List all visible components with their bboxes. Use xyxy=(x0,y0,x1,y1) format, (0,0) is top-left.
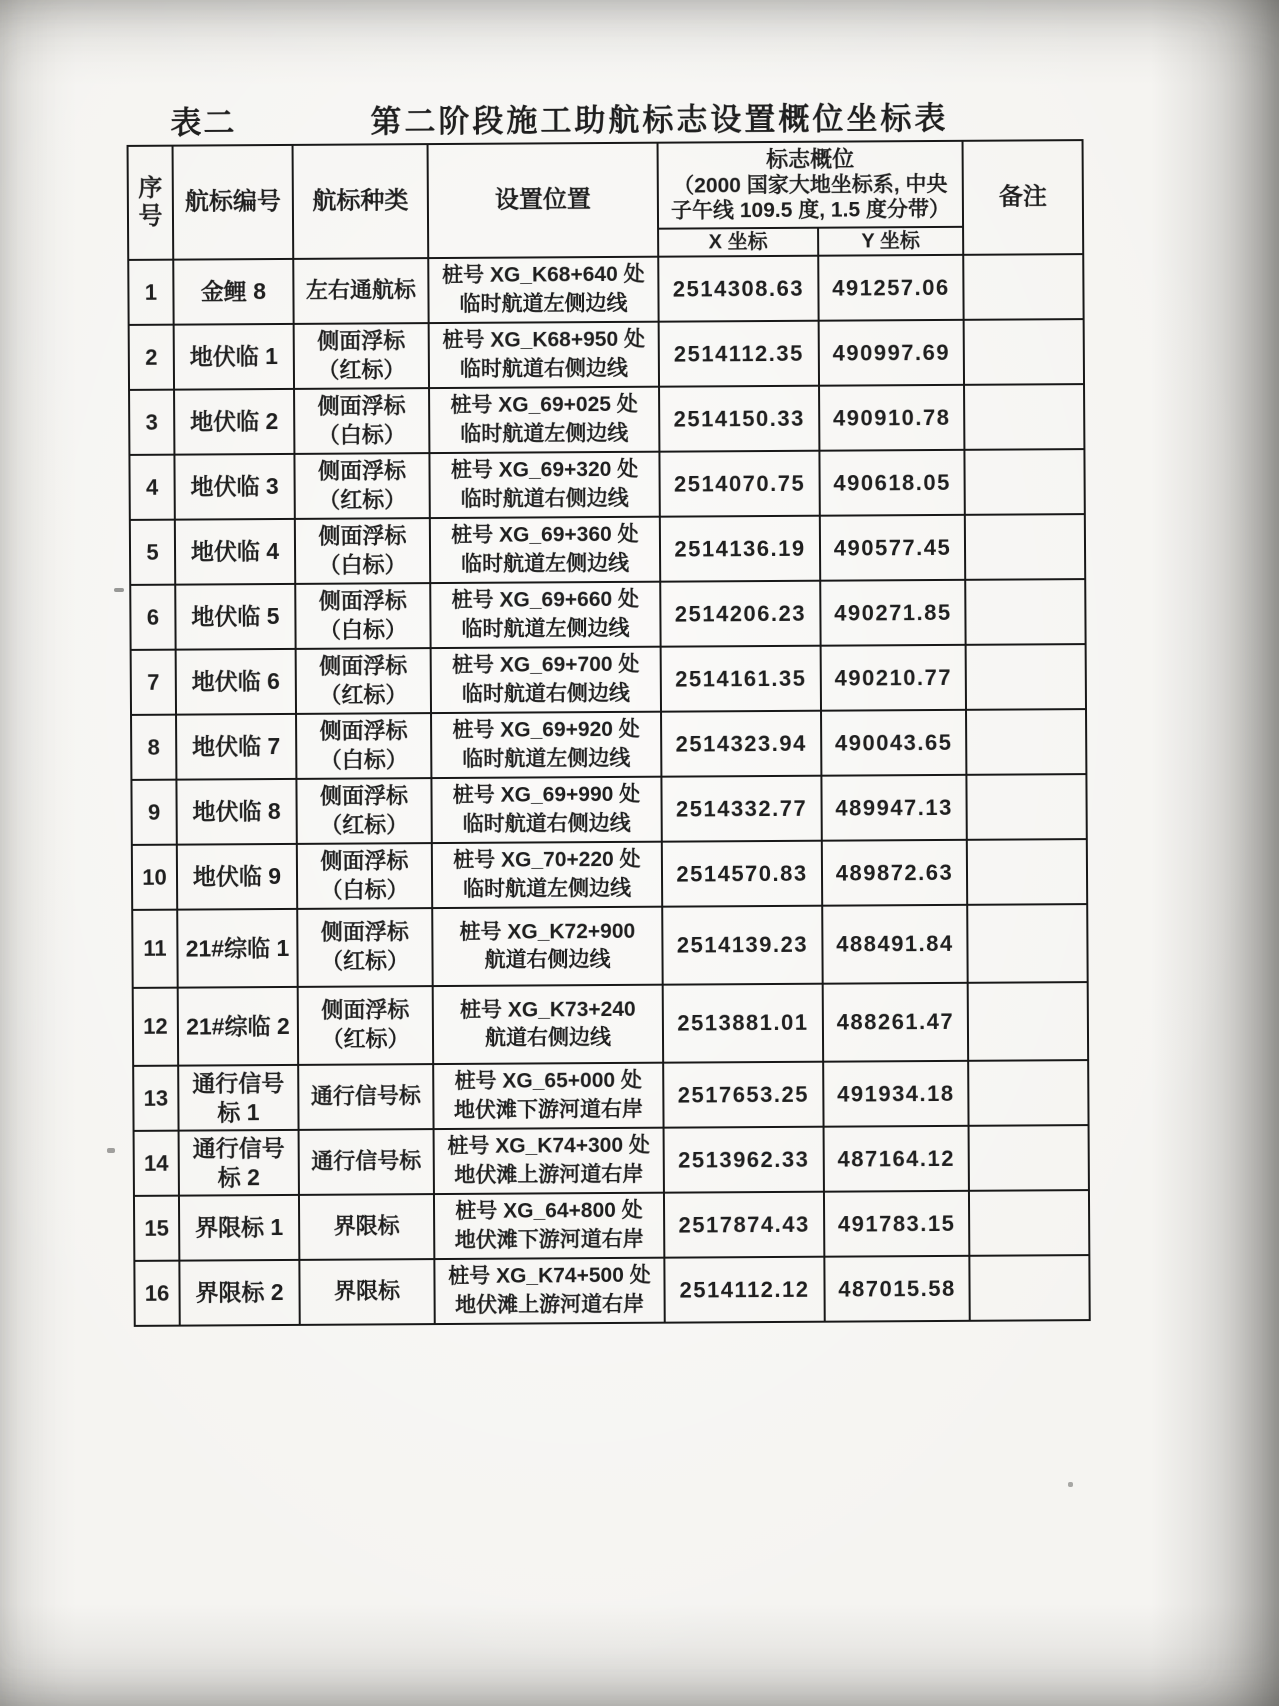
location-cell: 桩号 XG_69+025 处 临时航道左侧边线 xyxy=(429,387,659,453)
x-coord-cell: 2514161.35 xyxy=(661,646,821,712)
scan-artifact xyxy=(114,588,124,592)
remark-cell xyxy=(969,1125,1089,1191)
beacon-type-cell: 侧面浮标 （白标） xyxy=(294,388,429,454)
x-coord-cell: 2514308.63 xyxy=(658,256,818,322)
remark-cell xyxy=(966,644,1086,710)
header-beacon-no: 航标编号 xyxy=(173,145,294,260)
location-cell: 桩号 XG_70+220 处 临时航道左侧边线 xyxy=(432,842,662,908)
y-coord-cell: 490043.65 xyxy=(821,710,966,776)
remark-cell xyxy=(969,1190,1089,1256)
title-row xyxy=(126,93,1082,143)
beacon-type-cell: 界限标 xyxy=(299,1194,434,1260)
remark-cell xyxy=(968,982,1088,1061)
seq-cell: 3 xyxy=(129,390,174,455)
scan-artifact xyxy=(107,1148,115,1153)
seq-cell: 11 xyxy=(132,910,177,988)
remark-cell xyxy=(964,319,1084,385)
location-cell: 桩号 XG_K72+900 航道右侧边线 xyxy=(432,907,662,986)
y-coord-cell: 489947.13 xyxy=(821,775,966,841)
table-body xyxy=(128,254,1090,1326)
beacon-no-cell: 地伏临 8 xyxy=(176,779,296,845)
header-position-note-1: （2000 国家大地坐标系, 中央 xyxy=(673,172,948,198)
beacon-no-cell: 地伏临 5 xyxy=(175,584,295,650)
remark-cell xyxy=(963,254,1083,320)
beacon-type-cell: 侧面浮标 （红标） xyxy=(296,778,431,844)
x-coord-cell: 2514136.19 xyxy=(660,516,820,582)
beacon-type-cell: 侧面浮标 （白标） xyxy=(295,518,430,584)
x-coord-cell: 2517874.43 xyxy=(664,1192,824,1258)
beacon-type-cell: 侧面浮标 （红标） xyxy=(297,908,432,987)
seq-cell: 13 xyxy=(133,1066,178,1131)
location-cell: 桩号 XG_K68+950 处 临时航道右侧边线 xyxy=(429,322,659,388)
seq-cell: 12 xyxy=(133,988,178,1066)
scan-artifact xyxy=(1068,1482,1073,1487)
remark-cell xyxy=(967,904,1087,983)
location-cell: 桩号 XG_64+800 处 地伏滩下游河道右岸 xyxy=(434,1193,664,1259)
y-coord-cell: 489872.63 xyxy=(822,840,967,906)
y-coord-cell: 487164.12 xyxy=(824,1126,969,1192)
y-coord-cell: 487015.58 xyxy=(824,1256,969,1322)
x-coord-cell: 2514323.94 xyxy=(661,711,821,777)
beacon-no-cell: 界限标 1 xyxy=(179,1195,299,1261)
remark-cell xyxy=(965,579,1085,645)
table-label: 表二 xyxy=(170,105,237,141)
table-row xyxy=(133,1060,1088,1131)
seq-cell: 16 xyxy=(134,1261,179,1326)
y-coord-cell: 490210.77 xyxy=(821,645,966,711)
seq-cell: 15 xyxy=(134,1196,179,1261)
y-coord-cell: 491934.18 xyxy=(823,1061,968,1127)
beacon-no-cell: 21#综临 2 xyxy=(178,987,298,1066)
header-y-coord: Y 坐标 xyxy=(818,227,963,256)
table-row xyxy=(132,839,1087,910)
table-row xyxy=(134,1190,1089,1261)
beacon-type-cell: 左右通航标 xyxy=(293,258,428,324)
seq-cell: 10 xyxy=(132,845,177,910)
remark-cell xyxy=(969,1255,1089,1321)
x-coord-cell: 2514206.23 xyxy=(660,581,820,647)
remark-cell xyxy=(966,774,1086,840)
beacon-type-cell: 侧面浮标 （红标） xyxy=(296,648,431,714)
x-coord-cell: 2514112.35 xyxy=(659,321,819,387)
beacon-type-cell: 侧面浮标 （白标） xyxy=(297,843,432,909)
beacon-no-cell: 地伏临 2 xyxy=(174,389,294,455)
table-row xyxy=(134,1125,1089,1196)
x-coord-cell: 2514070.75 xyxy=(659,451,819,517)
header-x-coord: X 坐标 xyxy=(658,228,818,257)
location-cell: 桩号 XG_K73+240 航道右侧边线 xyxy=(433,985,663,1064)
x-coord-cell: 2514570.83 xyxy=(662,841,822,907)
header-location: 设置位置 xyxy=(428,143,659,258)
table-row xyxy=(129,449,1084,520)
location-cell: 桩号 XG_69+990 处 临时航道右侧边线 xyxy=(431,777,661,843)
seq-cell: 5 xyxy=(130,520,175,585)
remark-cell xyxy=(968,1060,1088,1126)
x-coord-cell: 2514332.77 xyxy=(661,776,821,842)
header-seq: 序号 xyxy=(128,146,174,260)
beacon-no-cell: 地伏临 9 xyxy=(177,844,297,910)
remark-cell xyxy=(966,709,1086,775)
x-coord-cell: 2513881.01 xyxy=(663,984,823,1063)
page-title: 第二阶段施工助航标志设置概位坐标表 xyxy=(370,100,949,140)
header-beacon-type: 航标种类 xyxy=(293,144,429,259)
beacon-no-cell: 21#综临 1 xyxy=(177,909,297,988)
seq-cell: 2 xyxy=(129,325,174,390)
seq-cell: 1 xyxy=(128,260,173,325)
table-row xyxy=(128,254,1083,325)
remark-cell xyxy=(965,514,1085,580)
beacon-no-cell: 地伏临 7 xyxy=(176,714,296,780)
beacon-no-cell: 通行信号标 1 xyxy=(178,1065,298,1131)
beacon-type-cell: 侧面浮标 （红标） xyxy=(298,986,433,1065)
beacon-no-cell: 地伏临 6 xyxy=(176,649,296,715)
seq-cell: 4 xyxy=(129,455,174,520)
y-coord-cell: 491257.06 xyxy=(818,255,963,321)
beacon-no-cell: 通行信号标 2 xyxy=(179,1130,299,1196)
table-row xyxy=(131,774,1086,845)
remark-cell xyxy=(964,449,1084,515)
x-coord-cell: 2514150.33 xyxy=(659,386,819,452)
table-row xyxy=(129,384,1084,455)
beacon-type-cell: 通行信号标 xyxy=(298,1064,433,1130)
remark-cell xyxy=(967,839,1087,905)
beacon-no-cell: 金鲤 8 xyxy=(173,259,293,325)
seq-cell: 6 xyxy=(130,585,175,650)
beacon-no-cell: 地伏临 3 xyxy=(174,454,294,520)
beacon-type-cell: 侧面浮标 （白标） xyxy=(295,583,430,649)
location-cell: 桩号 XG_65+000 处 地伏滩下游河道右岸 xyxy=(433,1063,663,1129)
location-cell: 桩号 XG_69+360 处 临时航道左侧边线 xyxy=(430,517,660,583)
y-coord-cell: 488261.47 xyxy=(823,983,968,1062)
y-coord-cell: 490997.69 xyxy=(819,320,964,386)
beacon-type-cell: 侧面浮标 （白标） xyxy=(296,713,431,779)
y-coord-cell: 491783.15 xyxy=(824,1191,969,1257)
x-coord-cell: 2517653.25 xyxy=(663,1062,823,1128)
table-row xyxy=(131,709,1086,780)
seq-cell: 14 xyxy=(134,1131,179,1196)
beacon-type-cell: 界限标 xyxy=(299,1259,434,1325)
location-cell: 桩号 XG_69+660 处 临时航道左侧边线 xyxy=(430,582,660,648)
header-position-title: 标志概位 xyxy=(766,146,855,172)
y-coord-cell: 490271.85 xyxy=(820,580,965,646)
x-coord-cell: 2513962.33 xyxy=(664,1127,824,1193)
seq-cell: 9 xyxy=(131,780,176,845)
location-cell: 桩号 XG_69+320 处 临时航道右侧边线 xyxy=(429,452,659,518)
location-cell: 桩号 XG_K68+640 处 临时航道左侧边线 xyxy=(428,257,658,323)
header-remarks: 备注 xyxy=(963,140,1084,255)
table-row xyxy=(131,644,1086,715)
document-content xyxy=(126,93,1089,1327)
remark-cell xyxy=(964,384,1084,450)
header-position-note-2: 子午线 109.5 度, 1.5 度分带） xyxy=(670,198,950,223)
table-row xyxy=(130,514,1085,585)
table-row xyxy=(133,982,1088,1066)
y-coord-cell: 490577.45 xyxy=(820,515,965,581)
table-row xyxy=(134,1255,1089,1326)
beacon-type-cell: 侧面浮标 （红标） xyxy=(294,453,429,519)
location-cell: 桩号 XG_69+700 处 临时航道右侧边线 xyxy=(431,647,661,713)
beacon-no-cell: 地伏临 4 xyxy=(175,519,295,585)
header-position-group xyxy=(658,141,964,229)
y-coord-cell: 488491.84 xyxy=(822,905,967,984)
table-row xyxy=(129,319,1084,390)
beacon-type-cell: 通行信号标 xyxy=(299,1129,434,1195)
x-coord-cell: 2514112.12 xyxy=(664,1257,824,1323)
table-row xyxy=(132,904,1087,988)
seq-cell: 7 xyxy=(131,650,176,715)
y-coord-cell: 490618.05 xyxy=(819,450,964,516)
seq-cell: 8 xyxy=(131,715,176,780)
beacon-no-cell: 界限标 2 xyxy=(179,1260,299,1326)
location-cell: 桩号 XG_K74+300 处 地伏滩上游河道右岸 xyxy=(434,1128,664,1194)
location-cell: 桩号 XG_K74+500 处 地伏滩上游河道右岸 xyxy=(434,1258,664,1324)
y-coord-cell: 490910.78 xyxy=(819,385,964,451)
coordinates-table xyxy=(127,139,1091,1327)
beacon-type-cell: 侧面浮标 （红标） xyxy=(294,323,429,389)
x-coord-cell: 2514139.23 xyxy=(662,906,822,985)
beacon-no-cell: 地伏临 1 xyxy=(174,324,294,390)
table-row xyxy=(130,579,1085,650)
location-cell: 桩号 XG_69+920 处 临时航道左侧边线 xyxy=(431,712,661,778)
